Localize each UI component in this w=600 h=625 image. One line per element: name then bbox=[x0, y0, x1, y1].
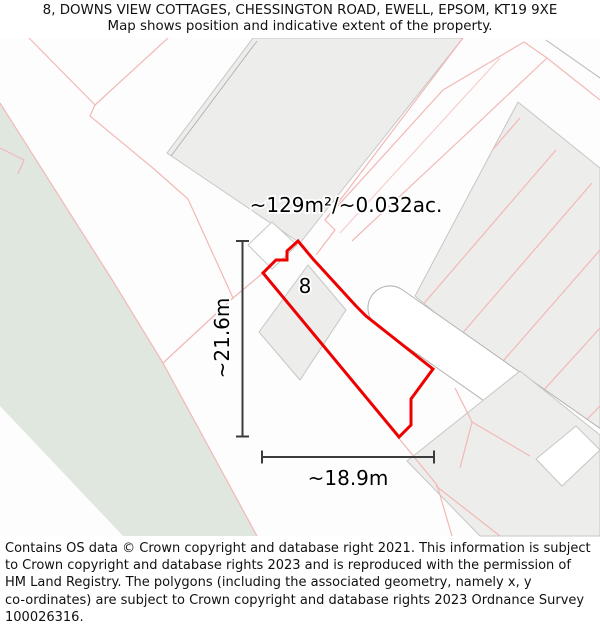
map-subtitle: Map shows position and indicative extent of the property. bbox=[107, 19, 493, 34]
height-dimension-label: ~21.6m bbox=[210, 297, 234, 379]
footer-line: co-ordinates) are subject to Crown copyright and database rights 2023 Ordnance Survey bbox=[5, 592, 585, 608]
footer-line: 100026316. bbox=[5, 609, 84, 625]
plot-number-label: 8 bbox=[298, 274, 312, 298]
footer-line: HM Land Registry. The polygons (including the associated geometry, namely x, y bbox=[5, 575, 532, 591]
header bbox=[0, 2, 600, 35]
map-area bbox=[0, 38, 600, 538]
property-address-title: 8, DOWNS VIEW COTTAGES, CHESSINGTON ROAD, EWELL, EPSOM, KT19 9XE bbox=[42, 3, 558, 18]
footer-line: Contains OS data © Crown copyright and database right 2021. This information is subject bbox=[5, 541, 591, 556]
map-canvas bbox=[0, 38, 600, 538]
footer-line: to Crown copyright and database rights 2023 and is reproduced with the permission of bbox=[5, 558, 571, 574]
copyright-footer bbox=[5, 540, 598, 625]
area-label: ~129m²/~0.032ac. bbox=[249, 193, 443, 217]
width-dimension-label: ~18.9m bbox=[307, 466, 389, 490]
